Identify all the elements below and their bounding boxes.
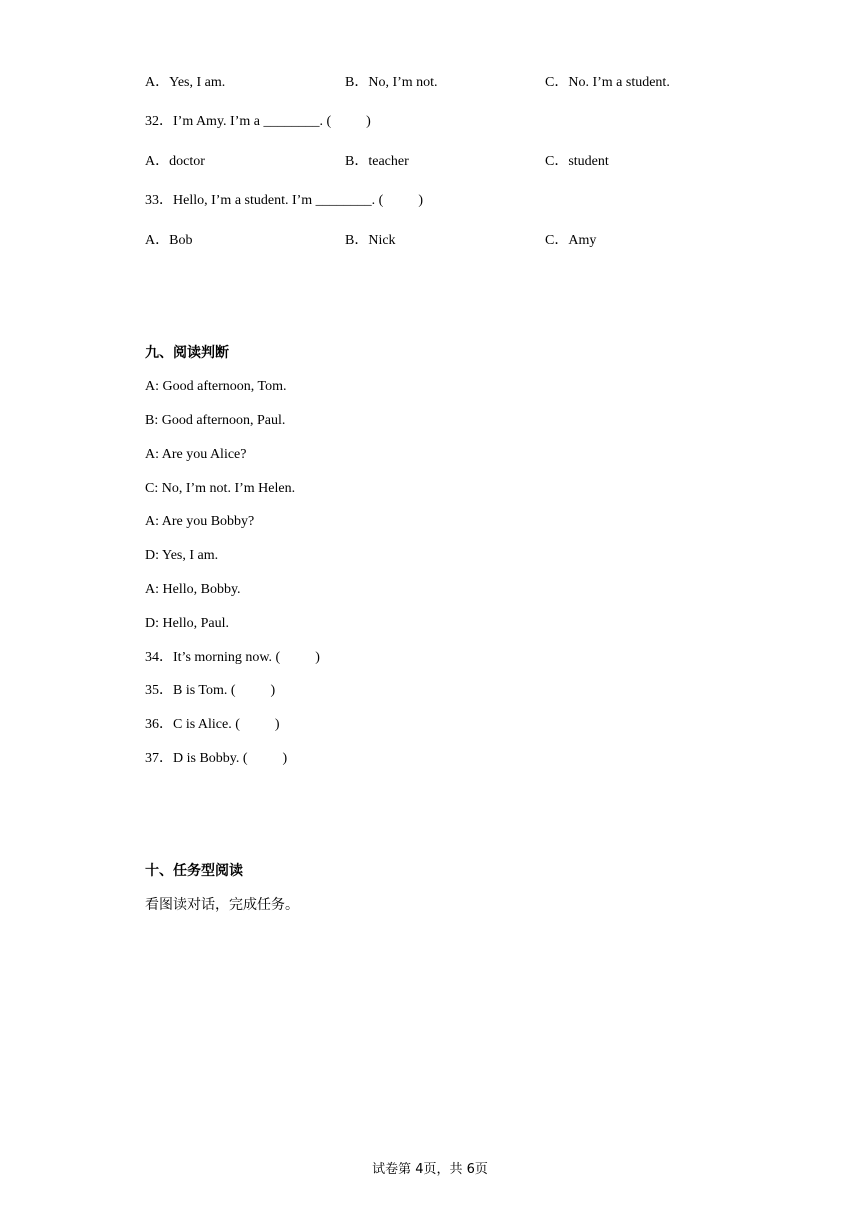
dialogue-line: B: Good afternoon, Paul. [145,413,286,428]
q31-option-b: B．No, I’m not. [345,75,438,90]
dialogue-line: C: No, I’m not. I’m Helen. [145,481,296,496]
dialogue-line: A: Hello, Bobby. [145,582,241,597]
page-footer: 试卷第 4页，共 6页 [372,1162,488,1177]
dialogue-line: A: Are you Alice? [145,447,247,462]
dialogue-line: D: Yes, I am. [145,548,219,563]
dialogue-line: A: Good afternoon, Tom. [145,379,287,394]
q33-option-c: C．Amy [545,233,597,248]
q32-option-c: C．student [545,154,609,169]
q32-stem: 32．I’m Amy. I’m a ________. ( ) [145,114,371,129]
dialogue-line: A: Are you Bobby? [145,514,255,529]
q32-option-b: B．teacher [345,154,409,169]
q35-stem: 35．B is Tom. ( ) [145,683,276,698]
section-10-instruction: 看图读对话，完成任务。 [145,897,299,913]
section-9-heading: 九、阅读判断 [145,345,229,361]
q31-option-c: C．No. I’m a student. [545,75,670,90]
q33-option-a: A．Bob [145,233,193,248]
q31-option-a: A．Yes, I am. [145,75,226,90]
dialogue-line: D: Hello, Paul. [145,616,229,631]
q36-stem: 36．C is Alice. ( ) [145,717,280,732]
q34-stem: 34．It’s morning now. ( ) [145,650,320,665]
q33-stem: 33．Hello, I’m a student. I’m ________. ( ) [145,193,424,208]
q37-stem: 37．D is Bobby. ( ) [145,751,288,766]
q33-option-b: B．Nick [345,233,396,248]
section-10-heading: 十、任务型阅读 [145,863,243,879]
q32-option-a: A．doctor [145,154,205,169]
